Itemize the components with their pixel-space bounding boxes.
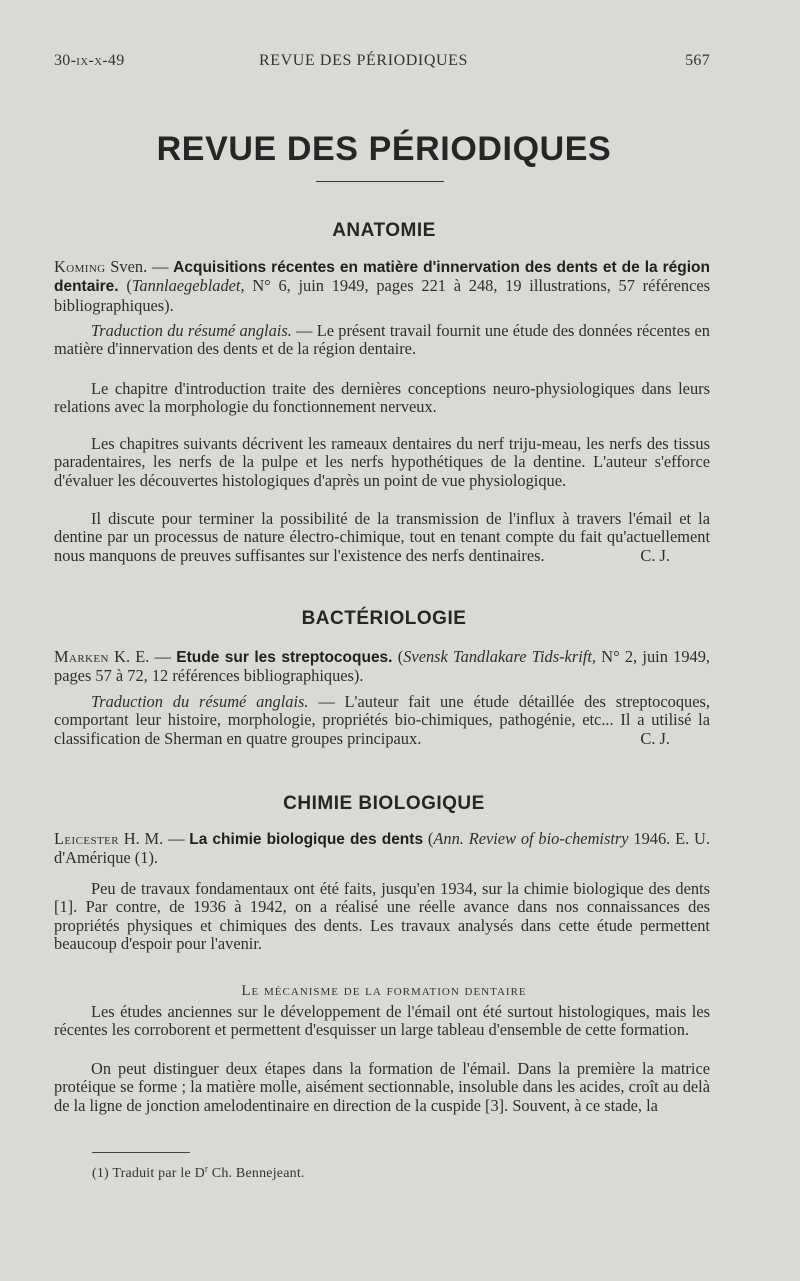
running-head-title: REVUE DES PÉRIODIQUES	[259, 52, 469, 69]
body-paragraph: Les études anciennes sur le développement de l'émail ont été surtout histologiques, mais les récentes les corroborent et permettent d'esquisser un large tableau d'ensemble de cette formation.	[54, 1002, 710, 1040]
citation-bacteriologie	[54, 648, 710, 686]
subsection-heading: Le mécanisme de la formation dentaire	[241, 983, 527, 999]
footnote-superscript: r	[204, 1163, 209, 1174]
footnote-divider	[92, 1152, 190, 1153]
section-heading-anatomie: ANATOMIE	[332, 220, 436, 241]
citation-chimie	[54, 830, 710, 868]
citation-paren: (	[423, 829, 434, 848]
citation-title: Etude sur les streptocoques.	[176, 649, 393, 666]
title-divider	[316, 181, 444, 182]
section-heading-chimie: CHIMIE BIOLOGIQUE	[283, 793, 485, 814]
page-title: REVUE DES PÉRIODIQUES	[156, 130, 612, 168]
abstract-paragraph	[54, 322, 710, 359]
footnote-text: (1) Traduit par le D	[92, 1166, 205, 1181]
page-number: 567	[685, 52, 710, 69]
citation-author-rest: Sven. —	[105, 257, 174, 276]
footnote	[92, 1163, 305, 1182]
body-paragraph: Le chapitre d'introduction traite des dernières conceptions neuro-physiologiques dans leurs relations avec la morphologie du fonctionnement nerveux.	[54, 379, 710, 417]
abstract-text: — L'auteur fait une étude détaillée des streptocoques, comportant leur histoire, morphologie, propriétés bio-chimiques, pathogénie, etc... Il a utilisé la classification de Sherman en quatre groupes principaux.	[54, 692, 710, 748]
body-text: Il discute pour terminer la possibilité de la transmission de l'influx à travers l'émail et la dentine par un processus de nature électro-chimique, tout en tenant compte du fait qu'actuellement nous manquons de preuves suffisantes sur l'existence des nerfs dentinaires.	[54, 509, 710, 565]
citation-details: N° 6, juin 1949, pages 221 à 248, 19 illustrations, 57 références bibliographiques).	[54, 276, 710, 315]
running-head-date: 30-ix-x-49	[54, 52, 125, 69]
body-paragraph-signed	[54, 510, 710, 565]
citation-title: Acquisitions récentes en matière d'innervation des dents et de la région dentaire.	[54, 259, 710, 296]
citation-author: Koming	[54, 257, 106, 276]
abstract-paragraph-signed	[54, 693, 710, 748]
body-paragraph: Peu de travaux fondamentaux ont été faits, jusqu'en 1934, sur la chimie biologique des dents [1]. Par contre, de 1936 à 1942, on a réalisé une réelle avance dans nos connaissances des propriétés physiques et chimiques des dents. Les travaux analysés dans cette étude permettent beaucoup d'espoir pour l'avenir.	[54, 879, 710, 954]
abstract-label: Traduction du résumé anglais.	[91, 321, 292, 340]
citation-details: N° 2, juin 1949, pages 57 à 72, 12 références bibliographiques).	[54, 647, 711, 686]
body-paragraph: On peut distinguer deux étapes dans la formation de l'émail. Dans la première la matrice protéique se forme ; la matière molle, aisément sectionnable, insoluble dans les acides, croît au delà de la ligne de jonction amelodentinaire en direction de la cuspide [3]. Souvent, à ce stade, la	[54, 1059, 710, 1115]
citation-paren: (	[392, 647, 404, 666]
citation-author: Marken	[54, 647, 109, 666]
footnote-text-end: Ch. Bennejeant.	[208, 1166, 305, 1181]
citation-author-rest: K. E. —	[108, 647, 177, 666]
citation-journal: Tannlaegebladet,	[131, 276, 245, 296]
author-initials: C. J.	[640, 728, 670, 748]
citation-title: La chimie biologique des dents	[189, 831, 424, 848]
citation-author-rest: H. M. —	[118, 829, 190, 848]
citation-journal: Svensk Tandlakare Tids-krift,	[403, 647, 596, 666]
body-paragraph: Les chapitres suivants décrivent les rameaux dentaires du nerf triju-meau, les nerfs des tissus paradentaires, les nerfs de la pulpe et les nerfs hypothétiques de la dentine. L'auteur s'efforce d'évaluer les découvertes histologiques d'après un point de vue physiologique.	[54, 434, 710, 490]
citation-anatomie	[54, 258, 710, 315]
citation-paren: (	[118, 276, 132, 296]
citation-author: Leicester	[54, 829, 119, 848]
abstract-text: — Le présent travail fournit une étude des données récentes en matière d'innervation des dents et de la région dentaire.	[54, 321, 710, 359]
citation-details: 1946. E. U. d'Amérique (1).	[54, 829, 710, 868]
author-initials: C. J.	[640, 545, 670, 565]
abstract-label: Traduction du résumé anglais.	[91, 692, 309, 711]
citation-journal: Ann. Review of bio-chemistry	[433, 829, 629, 848]
section-heading-bacteriologie: BACTÉRIOLOGIE	[301, 608, 467, 629]
